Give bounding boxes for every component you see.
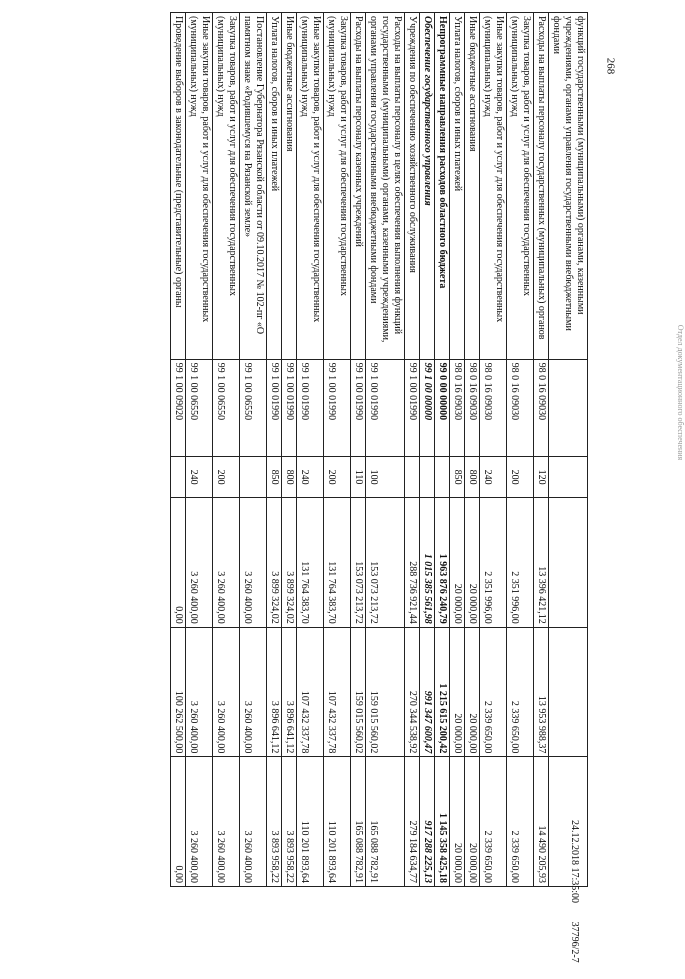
row-amount-2021-cell: 165 088 782,91: [351, 757, 366, 887]
row-amount-2021-cell: 3 260 400,00: [213, 757, 240, 887]
row-amount-2019-cell: 1 963 876 240,79: [435, 498, 450, 628]
table-row: [366, 13, 405, 887]
row-name-cell: Закупка товаров, работ и услуг для обеспечения государственных (муниципальных) нужд: [507, 13, 534, 360]
row-amount-2020-cell: 3 896 641,12: [282, 627, 297, 757]
row-name-cell: Закупка товаров, работ и услуг для обеспечения государственных (муниципальных) нужд: [324, 13, 351, 360]
row-code-cell: [549, 359, 588, 456]
row-amount-2020-cell: 13 953 988,37: [534, 627, 549, 757]
row-amount-2021-cell: 110 201 893,64: [297, 757, 324, 887]
row-amount-2021-cell: [549, 757, 588, 887]
row-name-cell: Уплата налогов, сборов и иных платежей: [450, 13, 465, 360]
row-amount-2020-cell: 2 339 650,00: [480, 627, 507, 757]
row-expense-type-cell: 800: [465, 457, 480, 498]
footer-doc-id: 37796/2-7: [569, 921, 580, 963]
row-amount-2020-cell: 3 896 641,12: [267, 627, 282, 757]
row-name-cell: Иные бюджетные ассигнования: [282, 13, 297, 360]
table-row: [213, 13, 240, 887]
row-code-cell: 99 1 00 01990: [366, 359, 405, 456]
row-amount-2020-cell: 159 015 560,02: [366, 627, 405, 757]
row-amount-2020-cell: 270 344 538,92: [405, 627, 420, 757]
row-amount-2019-cell: 3 899 324,02: [267, 498, 282, 628]
row-amount-2021-cell: 110 201 893,64: [324, 757, 351, 887]
row-name-cell: Иные закупки товаров, работ и услуг для обеспечения государственных (муниципальных) нужд: [480, 13, 507, 360]
table-row: [267, 13, 282, 887]
row-amount-2019-cell: 3 260 400,00: [213, 498, 240, 628]
table-row: [240, 13, 267, 887]
row-amount-2019-cell: 20 000,00: [465, 498, 480, 628]
row-name-cell: Иные закупки товаров, работ и услуг для обеспечения государственных (муниципальных) нужд: [186, 13, 213, 360]
row-expense-type-cell: 850: [450, 457, 465, 498]
row-amount-2019-cell: 0,00: [171, 498, 186, 628]
budget-table: [170, 12, 588, 887]
row-expense-type-cell: 110: [351, 457, 366, 498]
row-code-cell: 99 1 00 00000: [420, 359, 435, 456]
row-code-cell: 98 0 16 09030: [534, 359, 549, 456]
row-amount-2019-cell: 3 260 400,00: [186, 498, 213, 628]
row-code-cell: 99 0 00 00000: [435, 359, 450, 456]
table-row: [420, 13, 435, 887]
row-expense-type-cell: 850: [267, 457, 282, 498]
row-code-cell: 99 1 00 06550: [213, 359, 240, 456]
row-amount-2021-cell: 3 260 400,00: [240, 757, 267, 887]
table-row: [450, 13, 465, 887]
row-code-cell: 98 0 16 09030: [465, 359, 480, 456]
row-expense-type-cell: 200: [507, 457, 534, 498]
row-name-cell: Расходы на выплаты персоналу казенных учреждений: [351, 13, 366, 360]
row-amount-2019-cell: 153 073 213,72: [351, 498, 366, 628]
row-amount-2019-cell: 3 899 324,02: [282, 498, 297, 628]
row-amount-2019-cell: 153 073 213,72: [366, 498, 405, 628]
row-expense-type-cell: 100: [366, 457, 405, 498]
row-code-cell: 99 1 00 01990: [267, 359, 282, 456]
row-amount-2019-cell: 13 396 421,12: [534, 498, 549, 628]
row-code-cell: 99 1 00 01990: [297, 359, 324, 456]
table-row: [534, 13, 549, 887]
table-row: [186, 13, 213, 887]
row-amount-2019-cell: 2 351 996,00: [507, 498, 534, 628]
table-row: [171, 13, 186, 887]
table-row: [549, 13, 588, 887]
row-name-cell: Расходы на выплаты персоналу государственных (муниципальных) органов: [534, 13, 549, 360]
row-code-cell: 99 1 00 06550: [186, 359, 213, 456]
row-expense-type-cell: [171, 457, 186, 498]
row-amount-2021-cell: 165 088 782,91: [366, 757, 405, 887]
row-amount-2021-cell: 20 000,00: [450, 757, 465, 887]
table-row: [405, 13, 420, 887]
row-amount-2019-cell: 3 260 400,00: [240, 498, 267, 628]
row-amount-2021-cell: 2 339 650,00: [507, 757, 534, 887]
rotated-content: [88, 12, 588, 887]
row-amount-2019-cell: 20 000,00: [450, 498, 465, 628]
row-amount-2020-cell: 20 000,00: [450, 627, 465, 757]
row-amount-2021-cell: 14 490 205,93: [534, 757, 549, 887]
row-amount-2020-cell: [549, 627, 588, 757]
row-amount-2020-cell: 3 260 400,00: [240, 627, 267, 757]
footer-datetime: 24.12.2018 17:35:00: [569, 820, 580, 904]
document-sheet: [88, 12, 588, 887]
row-code-cell: 99 1 00 01990: [405, 359, 420, 456]
row-expense-type-cell: [435, 457, 450, 498]
row-amount-2019-cell: 2 351 996,00: [480, 498, 507, 628]
row-amount-2021-cell: 0,00: [171, 757, 186, 887]
row-name-cell: Непрограммные направления расходов областного бюджета: [435, 13, 450, 360]
table-row: [435, 13, 450, 887]
row-name-cell: Закупка товаров, работ и услуг для обеспечения государственных (муниципальных) нужд: [213, 13, 240, 360]
row-expense-type-cell: 200: [213, 457, 240, 498]
row-amount-2020-cell: 107 432 337,78: [297, 627, 324, 757]
table-row: [465, 13, 480, 887]
budget-table-body: [171, 13, 588, 887]
row-name-cell: Расходы на выплаты персоналу в целях обеспечения выполнения функций государственными (муниципальными) органами, казенными учреждениями, органами управления государственными внебюджетными фондами: [366, 13, 405, 360]
row-name-cell: Иные бюджетные ассигнования: [465, 13, 480, 360]
row-amount-2021-cell: 3 893 958,22: [282, 757, 297, 887]
row-amount-2021-cell: 917 288 225,13: [420, 757, 435, 887]
row-name-cell: Обеспечение государственного управления: [420, 13, 435, 360]
row-amount-2020-cell: 2 339 650,00: [507, 627, 534, 757]
row-amount-2020-cell: 1 215 615 200,42: [435, 627, 450, 757]
row-expense-type-cell: 800: [282, 457, 297, 498]
row-code-cell: 99 1 00 01990: [324, 359, 351, 456]
row-name-cell: Учреждения по обеспечению хозяйственного обслуживания: [405, 13, 420, 360]
row-expense-type-cell: 200: [324, 457, 351, 498]
row-amount-2020-cell: 3 260 400,00: [213, 627, 240, 757]
row-amount-2019-cell: 288 736 921,44: [405, 498, 420, 628]
row-code-cell: 98 0 16 09030: [450, 359, 465, 456]
row-expense-type-cell: 240: [297, 457, 324, 498]
row-code-cell: 99 1 00 01990: [282, 359, 297, 456]
row-amount-2021-cell: 279 184 634,77: [405, 757, 420, 887]
row-amount-2020-cell: 3 260 400,00: [186, 627, 213, 757]
row-amount-2021-cell: 3 893 958,22: [267, 757, 282, 887]
row-name-cell: Проведение выборов в законодательные (представительные) органы: [171, 13, 186, 360]
table-row: [351, 13, 366, 887]
row-amount-2021-cell: 3 260 400,00: [186, 757, 213, 887]
document-stamp: Отдел документационного обеспечения: [676, 324, 685, 461]
row-amount-2019-cell: [549, 498, 588, 628]
table-row: [507, 13, 534, 887]
row-amount-2020-cell: 107 432 337,78: [324, 627, 351, 757]
row-name-cell: Уплата налогов, сборов и иных платежей: [267, 13, 282, 360]
row-expense-type-cell: [549, 457, 588, 498]
row-code-cell: 99 1 00 06550: [240, 359, 267, 456]
page-footer: [569, 820, 580, 963]
row-code-cell: 99 1 00 01990: [351, 359, 366, 456]
row-code-cell: 98 0 16 09030: [480, 359, 507, 456]
row-name-cell: Иные закупки товаров, работ и услуг для обеспечения государственных (муниципальных) нужд: [297, 13, 324, 360]
table-row: [324, 13, 351, 887]
row-amount-2021-cell: 2 339 650,00: [480, 757, 507, 887]
row-expense-type-cell: [420, 457, 435, 498]
row-expense-type-cell: 120: [534, 457, 549, 498]
row-amount-2019-cell: 131 764 383,70: [297, 498, 324, 628]
row-amount-2019-cell: 131 764 383,70: [324, 498, 351, 628]
row-expense-type-cell: 240: [480, 457, 507, 498]
row-code-cell: 99 1 00 09020: [171, 359, 186, 456]
row-amount-2020-cell: 991 347 600,47: [420, 627, 435, 757]
row-expense-type-cell: 240: [186, 457, 213, 498]
row-code-cell: 98 0 16 09030: [507, 359, 534, 456]
table-row: [480, 13, 507, 887]
row-name-cell: функций государственными (муниципальными) органами, казенными учреждениями, органами управления государственными внебюджетными фондами: [549, 13, 588, 360]
row-name-cell: Постановление Губернатора Рязанской области от 09.10.2017 № 102-пг «О памятном знаке «Родившемуся на Рязанской земле»: [240, 13, 267, 360]
page-number: 268: [603, 57, 616, 75]
row-expense-type-cell: [405, 457, 420, 498]
row-amount-2021-cell: 20 000,00: [465, 757, 480, 887]
row-amount-2020-cell: 159 015 560,02: [351, 627, 366, 757]
row-amount-2021-cell: 1 145 358 425,18: [435, 757, 450, 887]
row-amount-2020-cell: 100 262 500,00: [171, 627, 186, 757]
row-expense-type-cell: [240, 457, 267, 498]
row-amount-2020-cell: 20 000,00: [465, 627, 480, 757]
row-amount-2019-cell: 1 015 385 561,98: [420, 498, 435, 628]
table-row: [297, 13, 324, 887]
table-row: [282, 13, 297, 887]
